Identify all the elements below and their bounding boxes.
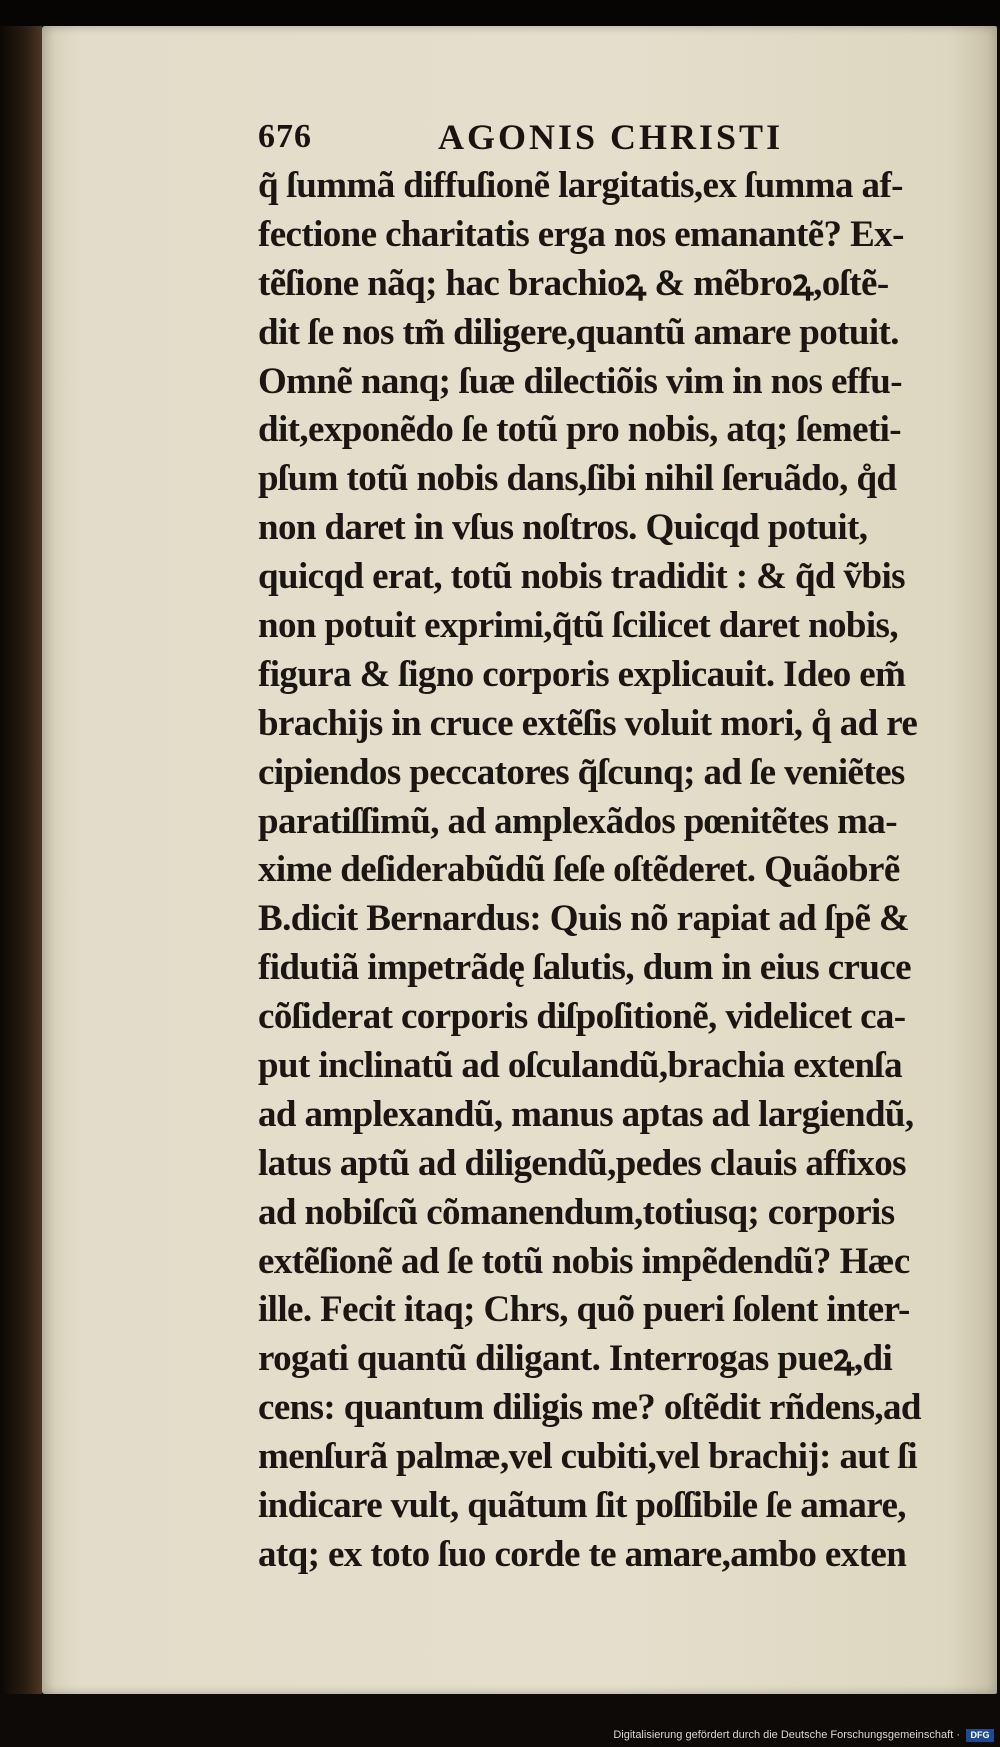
body-text: [258, 162, 958, 1580]
page-number: 676: [258, 118, 312, 155]
text-line: brachijs in cruce extẽſis voluit mori, q̊ ad re: [258, 702, 918, 744]
text-line: dit,exponẽdo ſe totũ pro nobis, atq; ſemeti-: [258, 409, 902, 451]
text-line: paratiſſimũ, ad amplexãdos pœnitẽtes ma-: [258, 800, 897, 842]
page-header: [258, 118, 818, 162]
text-line: figura & ſigno corporis explicauit. Ideo em̃: [258, 653, 906, 695]
text-line: q̃ ſummã diffuſionẽ largitatis,ex ſumma af-: [258, 165, 903, 206]
text-line: Omnẽ nanq; ſuæ dilectiõis vim in nos effu-: [258, 360, 902, 402]
text-line: xime deſiderabũdũ ſeſe oſtẽderet. Quãobrẽ: [258, 849, 900, 891]
text-line: put inclinatũ ad oſculandũ,brachia extenſa: [258, 1045, 903, 1087]
text-line: menſurã palmæ,vel cubiti,vel brachij: aut ſi: [258, 1436, 918, 1478]
text-line: fectione charitatis erga nos emanantẽ? Ex-: [258, 213, 904, 255]
footer-bar: [0, 1694, 1000, 1747]
text-line: fidutiã impetrãdę ſalutis, dum in eius cruce: [258, 947, 911, 989]
text-line: ad nobiſcũ cõmanendum,totiusq; corporis: [258, 1191, 895, 1233]
dfg-logo: DFG: [966, 1729, 994, 1742]
text-line: ille. Fecit itaq; Chrs, quõ pueri ſolent inter-: [258, 1289, 910, 1331]
text-line: indicare vult, quãtum ſit poſſibile ſe amare,: [258, 1485, 906, 1527]
text-line: B.dicit Bernardus: Quis nõ rapiat ad ſpẽ &: [258, 898, 910, 940]
text-line: dit ſe nos tm̃ diligere,quantũ amare potuit.: [258, 311, 899, 353]
text-line: tẽſione nãq; hac brachioꝝ & mẽbroꝝ,oſtẽ-: [258, 262, 889, 304]
text-line: non potuit exprimi,q̃tũ ſcilicet daret nobis,: [258, 605, 898, 647]
text-line: atq; ex toto ſuo corde te amare,ambo exten: [258, 1533, 907, 1575]
text-line: latus aptũ ad diligendũ,pedes clauis affixos: [258, 1142, 906, 1184]
text-line: cõſiderat corporis diſpoſitionẽ, videlicet ca-: [258, 996, 906, 1038]
text-line: pſum totũ nobis dans,ſibi nihil ſeruãdo, q̊d: [258, 458, 897, 500]
text-line: ad amplexandũ, manus aptas ad largiendũ,: [258, 1093, 914, 1135]
scan-border-top: [0, 0, 1000, 26]
text-line: rogati quantũ diligant. Interrogas pueꝝ,di: [258, 1338, 893, 1380]
book-spine: [0, 26, 42, 1694]
text-line: quicqd erat, totũ nobis tradidit : & q̃d ṽbis: [258, 556, 905, 598]
running-title: AGONIS CHRISTI: [438, 117, 784, 157]
text-line: non daret in vſus noſtros. Quicqd potuit,: [258, 507, 868, 549]
funding-credit: Digitalisierung gefördert durch die Deutsche Forschungsgemeinschaft ·: [613, 1729, 960, 1741]
text-line: extẽſionẽ ad ſe totũ nobis impẽdendũ? Hæc: [258, 1240, 910, 1282]
text-line: cipiendos peccatores q̃ſcunq; ad ſe veniẽtes: [258, 751, 905, 793]
text-line: cens: quantum diligis me? oſtẽdit rñdens,ad: [258, 1387, 921, 1429]
